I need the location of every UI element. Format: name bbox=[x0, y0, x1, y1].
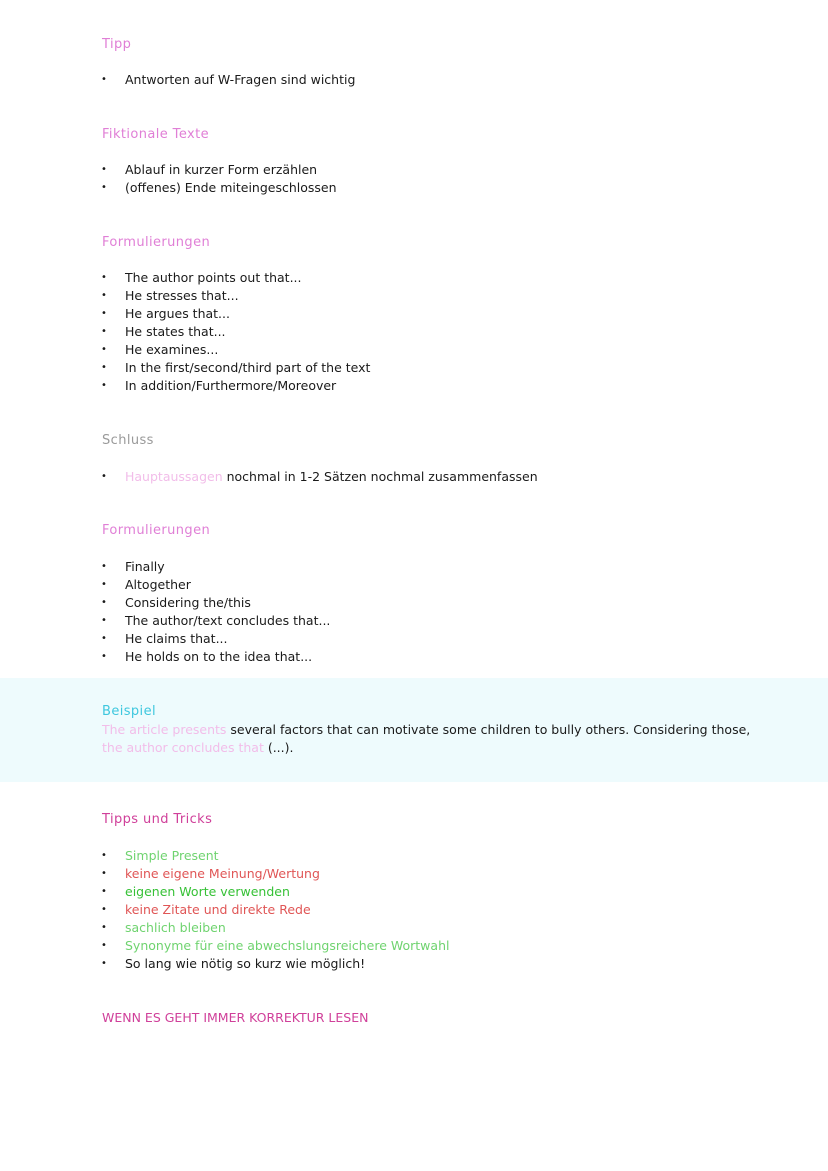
list-item: • keine Zitate und direkte Rede bbox=[101, 901, 449, 919]
item-text: nochmal in 1-2 Sätzen nochmal zusammenfassen bbox=[222, 469, 538, 484]
heading-tipp: Tipp bbox=[102, 37, 132, 52]
list-item: • Finally bbox=[101, 558, 330, 576]
heading-beispiel: Beispiel bbox=[102, 704, 156, 719]
list-tipp bbox=[101, 71, 355, 89]
heading-formulierungen-1: Formulierungen bbox=[102, 235, 211, 250]
heading-schluss: Schluss bbox=[102, 433, 154, 448]
list-item: • In the first/second/third part of the text bbox=[101, 359, 370, 377]
list-item: • The author points out that... bbox=[101, 269, 370, 287]
list-item: • Considering the/this bbox=[101, 594, 330, 612]
list-item: • eigenen Worte verwenden bbox=[101, 883, 449, 901]
list-item: • Simple Present bbox=[101, 847, 449, 865]
list-item bbox=[101, 468, 538, 486]
list-item: • He holds on to the idea that... bbox=[101, 648, 330, 666]
heading-fiktionale-texte: Fiktionale Texte bbox=[102, 127, 209, 142]
list-formulierungen-1 bbox=[101, 269, 370, 395]
example-line-1 bbox=[102, 721, 750, 739]
list-item: • sachlich bleiben bbox=[101, 919, 449, 937]
example-text-2: (...). bbox=[263, 740, 294, 755]
list-item: • He stresses that... bbox=[101, 287, 370, 305]
list-item: • Antworten auf W-Fragen sind wichtig bbox=[101, 71, 355, 89]
example-text-1: several factors that can motivate some children to bully others. Considering those, bbox=[226, 722, 751, 737]
list-tipps-und-tricks bbox=[101, 847, 449, 973]
list-fiktionale-texte bbox=[101, 161, 337, 197]
list-item: • In addition/Furthermore/Moreover bbox=[101, 377, 370, 395]
example-highlight-2: the author concludes that bbox=[102, 740, 264, 755]
list-item: • He claims that... bbox=[101, 630, 330, 648]
list-item: • Synonyme für eine abwechslungsreichere Wortwahl bbox=[101, 937, 449, 955]
list-item: • Ablauf in kurzer Form erzählen bbox=[101, 161, 337, 179]
list-item: • Altogether bbox=[101, 576, 330, 594]
heading-tipps-und-tricks: Tipps und Tricks bbox=[102, 812, 213, 827]
proofread-note: WENN ES GEHT IMMER KORREKTUR LESEN bbox=[102, 1010, 369, 1025]
list-item: • So lang wie nötig so kurz wie möglich! bbox=[101, 955, 449, 973]
list-item: • keine eigene Meinung/Wertung bbox=[101, 865, 449, 883]
list-item: • He examines... bbox=[101, 341, 370, 359]
list-item: • (offenes) Ende miteingeschlossen bbox=[101, 179, 337, 197]
list-item: • He argues that... bbox=[101, 305, 370, 323]
heading-formulierungen-2: Formulierungen bbox=[102, 523, 211, 538]
example-line-2 bbox=[102, 739, 293, 757]
example-highlight-1: The article presents bbox=[102, 722, 227, 737]
list-item: • The author/text concludes that... bbox=[101, 612, 330, 630]
list-item: • He states that... bbox=[101, 323, 370, 341]
highlight-text: Hauptaussagen bbox=[125, 469, 223, 484]
list-formulierungen-2 bbox=[101, 558, 330, 666]
list-schluss bbox=[101, 468, 538, 486]
